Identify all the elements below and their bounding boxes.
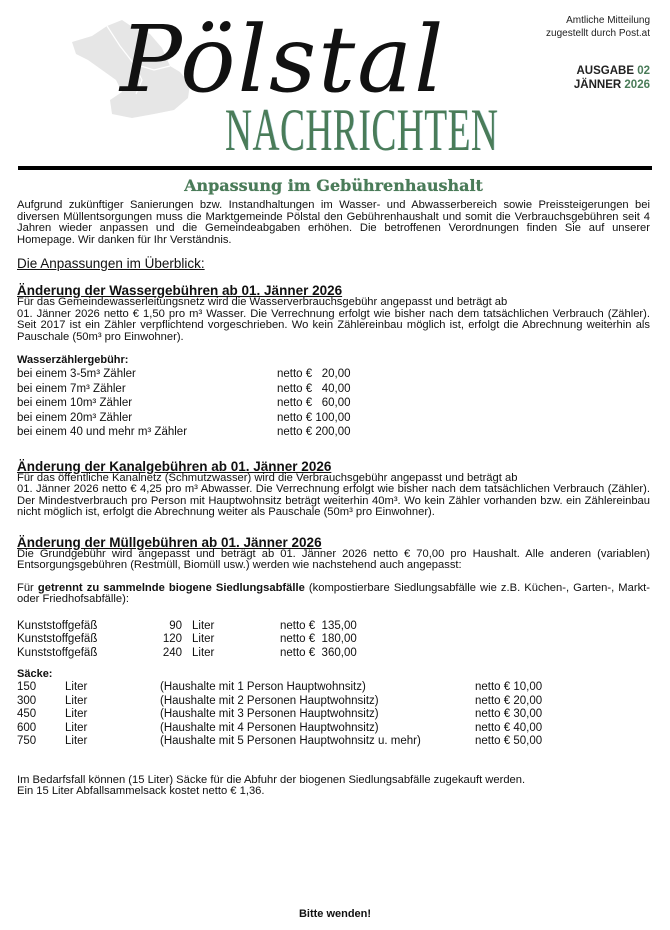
sack-unit: Liter [65,681,88,693]
meter-fee-row [17,367,650,382]
article-headline: Anpassung im Gebührenhaushalt [184,176,483,195]
bin-volume: 90 [169,619,182,632]
official-notice [546,14,650,40]
extra-sack-note-line1: Im Bedarfsfall können (15 Liter) Säcke für die Abfuhr der biogenen Siedlungsabfälle zugekauft werden. [17,773,526,786]
sack-volume: 750 [17,735,37,747]
bin-unit: Liter [192,619,215,632]
meter-price: netto € 60,00 [277,397,351,409]
sack-unit: Liter [65,735,88,747]
meter-price: netto € 200,00 [277,426,351,438]
bin-price: netto € 135,00 [280,619,357,632]
sack-volume: 300 [17,694,37,707]
logo-subtitle: NACHRICHTEN [225,97,499,163]
biowaste-bold: getrennt zu sammelnde biogene Siedlungsabfälle [37,581,305,594]
sack-volume: 600 [17,721,37,734]
sack-unit: Liter [65,708,88,720]
meter-size: bei einem 3-5m³ Zähler [17,368,136,380]
bin-unit: Liter [192,646,215,659]
meter-fee-list [17,367,650,440]
waste-section [17,536,650,798]
bin-row [17,620,650,634]
meter-size: bei einem 40 und mehr m³ Zähler [17,426,188,438]
sewer-section [17,460,650,519]
meter-size: bei einem 20m³ Zähler [17,411,133,424]
waste-text: Die Grundgebühr wird angepasst und beträgt ab 01. Jänner 2026 netto € 70,00 pro Haushalt. Alle anderen (variablen) Entsorgungsgebühren (Restmüll, Biomüll usw.) werden wie nachstehend auch angepasst: [17,547,650,571]
water-text-line1: Für das Gemeindewasserleitungsnetz wird die Wasserverbrauchsgebühr angepasst und beträgt ab [17,296,508,308]
sewer-text-line1: Für das öffentliche Kanalnetz (Schmutzwasser) wird die Verbrauchsgebühr angepasst und beträgt ab [17,471,518,484]
sack-row [17,735,650,749]
masthead [0,0,670,170]
bin-volume: 240 [162,646,182,659]
intro-paragraph: Aufgrund zukünftiger Sanierungen bzw. Instandhaltungen im Wasser- und Abwasserbereich sowie Preissteigerungen bei diversen Müllentsorgungen muss die Marktgemeinde Pölstal den Gebührenhaushalt und somit die Verbrauchsgebühren seit 4 Jahren wieder anpassen und die Gemeindeabgaben erhöhen. Die betroffenen Verordnungen finden Sie auf unserer Homepage. Wir danken für Ihr Verständnis. [17,199,650,246]
sack-volume: 150 [17,681,37,693]
biowaste-suffix: (kompostierbare Siedlungsabfälle wie z.B. Küchen-, Garten-, Markt- oder Friedhofsabfälle): [17,581,650,605]
article [17,176,650,798]
sack-description: (Haushalte mit 2 Personen Hauptwohnsitz) [160,694,379,707]
overview-title: Die Anpassungen im Überblick: [17,256,205,271]
meter-fee-row [17,396,650,411]
bin-unit: Liter [192,633,215,645]
meter-price: netto € 20,00 [277,368,351,380]
bin-volume: 120 [162,633,182,645]
sack-description: (Haushalte mit 5 Personen Hauptwohnsitz u. mehr) [160,735,421,747]
sack-row [17,681,650,695]
sacks-label: Säcke: [17,668,53,680]
please-turn-note: Bitte wenden! [298,908,372,920]
bin-type: Kunststoffgefäß [17,619,98,632]
meter-price: netto € 40,00 [277,382,351,395]
official-notice-line2: zugestellt durch Post.at [546,28,650,39]
bin-row [17,633,650,647]
meter-fee-row [17,425,650,440]
sack-unit: Liter [65,721,88,734]
sack-price: netto € 20,00 [475,694,543,707]
bin-price: netto € 180,00 [280,633,357,645]
biowaste-paragraph [17,583,650,606]
issue-number: 02 [637,65,650,77]
meter-fee-row [17,411,650,426]
bin-type: Kunststoffgefäß [17,633,98,645]
water-section [17,284,650,440]
sewer-text: 01. Jänner 2026 netto € 4,25 pro m³ Abwasser. Die Verrechnung erfolgt wie bisher nach dem tatsächlichen Verbrauch (Zähler). Der Mindestverbrauch pro Person mit Hauptwohnsitz beträgt weiterhin 40m³. Wo kein Zähler vorhanden bzw. ein Zählereinbau nicht möglich ist, erfolgt die Abrechnung weiter als Pauschale (50m³ pro Einwohner). [17,483,650,518]
bin-type: Kunststoffgefäß [17,646,98,659]
biowaste-prefix: Für [17,581,38,594]
water-section-title: Änderung der Wassergebühren ab 01. Jänner 2026 [17,283,343,298]
issue-year: 2026 [624,79,650,91]
sack-list [17,681,650,749]
meter-size: bei einem 7m³ Zähler [17,382,126,395]
bin-price: netto € 360,00 [280,646,357,659]
official-notice-line1: Amtliche Mitteilung [566,15,650,26]
meter-fee-row [17,382,650,397]
sack-description: (Haushalte mit 1 Person Hauptwohnsitz) [160,681,366,693]
sack-price: netto € 30,00 [475,708,543,720]
water-text: 01. Jänner 2026 netto € 1,50 pro m³ Wasser. Die Verrechnung erfolgt wie bisher nach dem tatsächlichen Verbrauch (Zähler). Seit 2017 ist ein Zähler verpflichtend vorgeschrieben. Wo kein Zählereinbau möglich ist, erfolgt die Abrechnung weiterhin als Pauschale (50m³ pro Einwohner). [17,307,650,343]
bin-list [17,620,650,661]
sack-description: (Haushalte mit 4 Personen Hauptwohnsitz) [160,721,379,734]
sack-unit: Liter [65,694,88,707]
meter-size: bei einem 10m³ Zähler [17,397,133,409]
sack-description: (Haushalte mit 3 Personen Hauptwohnsitz) [160,708,379,720]
sewer-section-title: Änderung der Kanalgebühren ab 01. Jänner 2026 [17,458,332,474]
waste-section-title: Änderung der Müllgebühren ab 01. Jänner 2026 [17,534,322,550]
meter-fee-label: Wasserzählergebühr: [17,354,129,366]
logo-wordmark: Pölstal [120,6,446,113]
issue-info [574,64,650,92]
issue-label: AUSGABE [576,65,634,77]
sack-price: netto € 40,00 [475,721,543,734]
sack-row [17,708,650,722]
sack-price: netto € 50,00 [475,735,543,747]
bin-row [17,647,650,661]
sack-row [17,695,650,709]
masthead-divider [18,166,652,170]
month-label: JÄNNER [573,79,622,91]
sack-row [17,722,650,736]
meter-price: netto € 100,00 [277,411,351,424]
sack-price: netto € 10,00 [475,681,543,693]
extra-sack-note-line2: Ein 15 Liter Abfallsammelsack kostet netto € 1,36. [17,785,265,797]
extra-sack-note [17,775,650,798]
sack-volume: 450 [17,708,37,720]
